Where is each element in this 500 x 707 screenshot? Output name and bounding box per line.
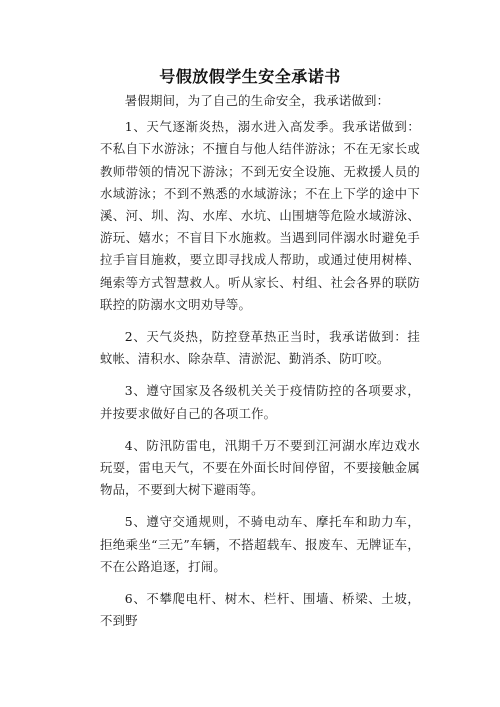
document-body xyxy=(100,90,420,642)
intro-paragraph: 暑假期间，为了自己的生命安全，我承诺做到： xyxy=(124,93,390,108)
paragraph-1-drowning: 1、天气逐渐炎热，溺水进入高发季。我承诺做到：不私自下水游泳；不擅自与他人结伴游泳；不在无家长或教师带领的情况下游泳；不到无安全设施、无救援人员的水域游泳；不到不熟悉的水域游泳；不在上下学的途中下溪、河、圳、沟、水库、水坑、山围塘等危险水域游泳、游玩、嬉水；不盲目下水施救。当遇到同伴溺水时避免手拉手盲目施救，要立即寻找成人帮助，或通过使用树棒、绳索等方式智慧救人。听从家长、村组、社会各界的联防联控的防溺水文明劝导等。 xyxy=(100,119,420,312)
paragraph-3-epidemic: 3、遵守国家及各级机关关于疫情防控的各项要求，并按要求做好自己的各项工作。 xyxy=(100,383,420,421)
paragraph-6-climbing: 6、不攀爬电杆、树木、栏杆、围墙、桥梁、土坡，不到野 xyxy=(100,591,420,629)
paragraph-4-flood-lightning: 4、防汛防雷电，汛期千万不要到江河湖水库边戏水玩耍，雷电天气，不要在外面长时间停留，不要接触金属物品，不要到大树下避雨等。 xyxy=(100,437,420,498)
paragraph-5-traffic: 5、遵守交通规则，不骑电动车、摩托车和助力车，拒绝乘坐“三无”车辆，不搭超载车、报废车、无牌证车，不在公路追逐，打闹。 xyxy=(100,514,420,574)
document-title: 号假放假学生安全承诺书 xyxy=(159,67,341,86)
paragraph-2-dengue: 2、天气炎热，防控登革热正当时，我承诺做到：挂蚊帐、清积水、除杂草、清淤泥、勤消杀、防叮咬。 xyxy=(100,329,420,367)
